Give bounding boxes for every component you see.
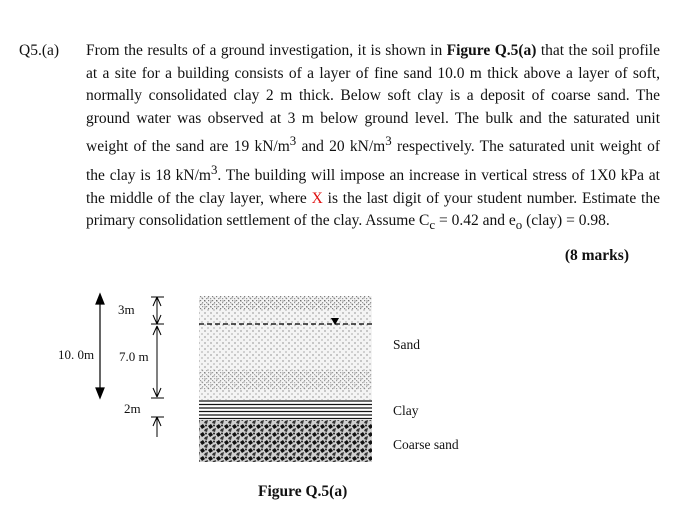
text-part: (clay) = 0.98.	[522, 212, 610, 230]
clay-layer	[199, 400, 372, 420]
dim-total-arrow	[96, 294, 104, 398]
layer-label-coarse-sand: Coarse sand	[393, 437, 459, 452]
text-part: respectively. The saturated unit weight of the clay is 18 kN/m	[86, 138, 660, 185]
figure-caption: Figure Q.5(a)	[258, 483, 348, 500]
text-part: = 0.42 and e	[435, 212, 516, 230]
subscript: o	[515, 217, 523, 233]
marks: (8 marks)	[564, 247, 629, 264]
text-part: and 20 kN/m	[296, 138, 386, 156]
student-digit-x: X	[311, 189, 323, 207]
layer-label-clay: Clay	[393, 403, 419, 418]
layer-label-sand: Sand	[393, 337, 420, 352]
dim-total-label: 10. 0m	[58, 347, 95, 362]
dim-clay-arrow	[151, 417, 164, 437]
dim-top-arrow	[151, 297, 164, 324]
text-part: that the soil profile at a site for a building consists of a layer of fine sand 10.0 m thick above a layer of soft, normally consolidated clay 2 m thick. Below soft clay is a deposit of coarse sand. The ground water was observed at 3 m below ground level. The bulk and the saturated unit weight of the sand are 19 kN/m	[86, 42, 660, 156]
figure-reference: Figure Q.5(a)	[446, 42, 537, 59]
coarse-sand-layer	[199, 420, 372, 462]
superscript: 3	[289, 133, 297, 149]
superscript: 3	[385, 133, 392, 149]
dim-mid-label: 7.0 m	[119, 349, 149, 364]
dim-clay-label: 2m	[124, 401, 141, 416]
subscript: c	[429, 217, 436, 233]
text-part: is the last digit of your student number. Estimate the primary consolidation settlement of the clay. Assume C	[86, 189, 660, 230]
question-number: Q5.(a)	[19, 42, 60, 59]
dim-mid-arrow	[151, 326, 164, 398]
sand-lower-band	[199, 370, 372, 390]
text-part: . The building will impose an increase in vertical stress of 1X0 kPa at the middle of the clay layer, where	[86, 167, 660, 207]
dim-top-label: 3m	[118, 302, 135, 317]
superscript: 3	[210, 162, 218, 178]
text-part: From the results of a ground investigation, it is shown in	[86, 42, 447, 59]
sand-surface-band	[199, 296, 372, 310]
